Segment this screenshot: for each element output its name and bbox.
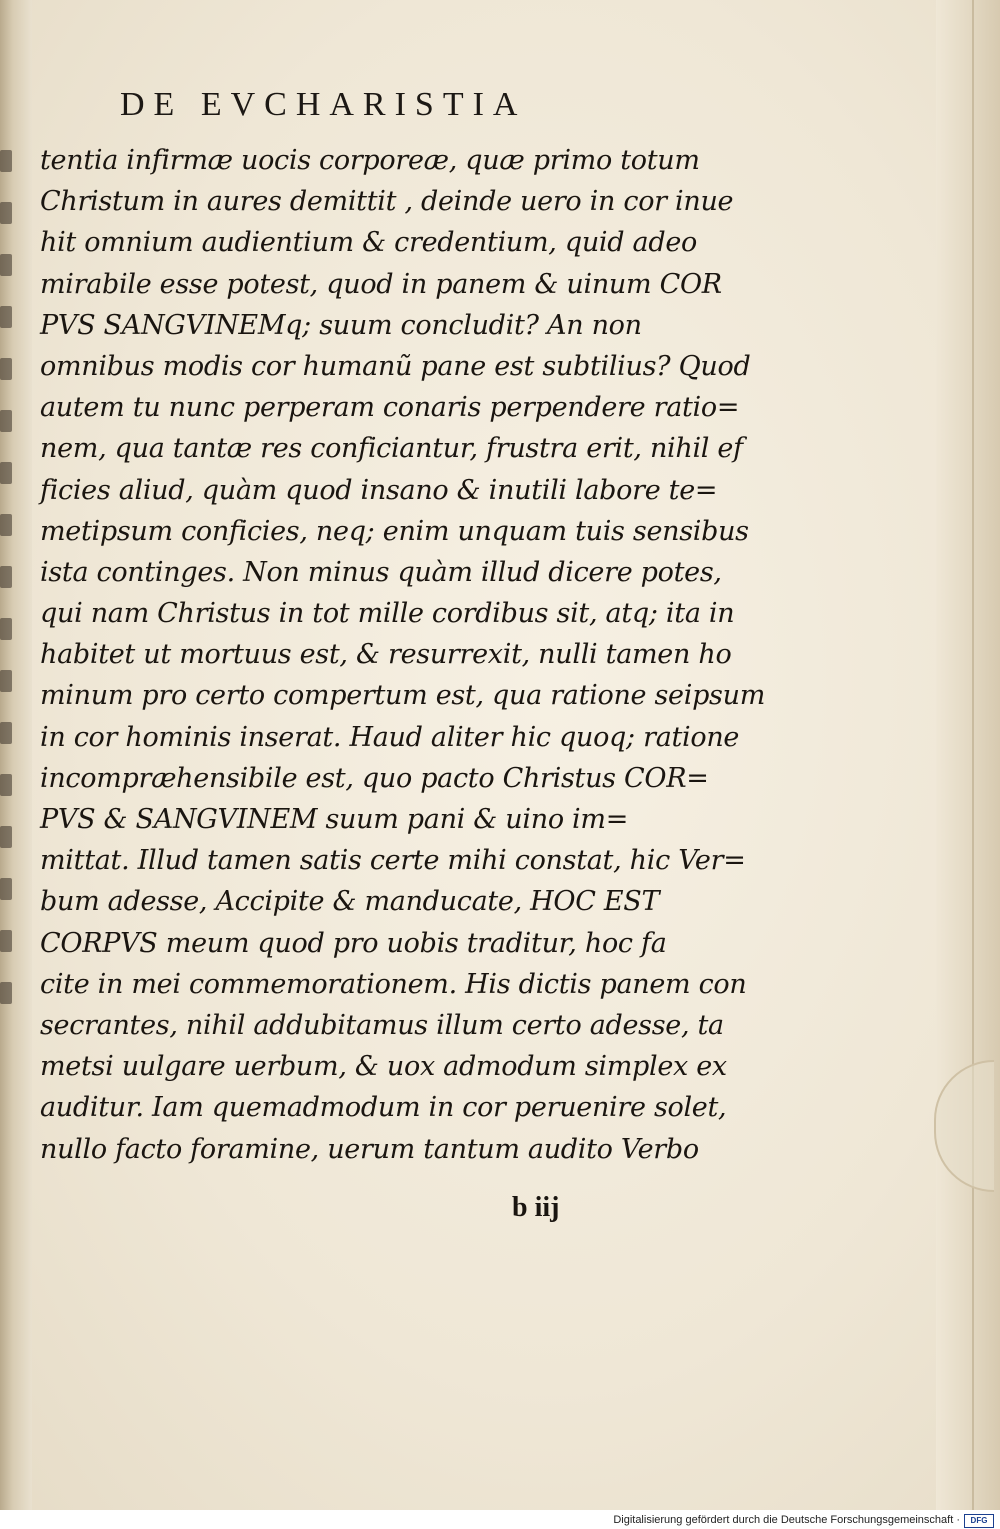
text-line: nullo facto foramine, uerum tantum audito Verbo — [40, 1133, 699, 1165]
text-line: hit omnium audientium & credentium, quid adeo — [40, 227, 697, 259]
text-line: auditur. Iam quemadmodum in cor peruenire solet, — [40, 1092, 727, 1124]
running-head: DE EVCHARISTIA — [120, 86, 527, 123]
text-line: PVS & SANGVINEM suum pani & uino im= — [40, 804, 629, 835]
text-line: mirabile esse potest, quod in panem & uinum COR — [40, 268, 722, 300]
text-line: tentia infirmæ uocis corporeæ, quæ primo totum — [40, 145, 700, 176]
text-line: nem, qua tantæ res conficiantur, frustra erit, nihil ef — [40, 433, 743, 465]
digitization-credit — [613, 1512, 994, 1529]
text-line: in cor hominis inserat. Haud aliter hic quoq; ratione — [40, 721, 740, 753]
text-line: incompræhensibile est, quo pacto Christus COR= — [40, 762, 709, 794]
facing-page-bleed — [0, 150, 26, 1050]
text-line: CORPVS meum quod pro uobis traditur, hoc fa — [40, 927, 667, 959]
text-line: Christum in aures demittit , deinde uero in cor inue — [40, 186, 734, 218]
clasp-impression — [934, 1060, 994, 1192]
text-line: metipsum conficies, neq; enim unquam tuis sensibus — [40, 515, 749, 547]
text-line: ista continges. Non minus quàm illud dicere potes, — [40, 556, 722, 588]
binding-gutter — [0, 0, 32, 1510]
signature-mark: b iij — [512, 1192, 560, 1223]
text-line: minum pro certo compertum est, qua ratione seipsum — [40, 680, 765, 712]
text-line: omnibus modis cor humanũ pane est subtilius? Quod — [40, 350, 751, 382]
text-line: habitet ut mortuus est, & resurrexit, nulli tamen ho — [40, 639, 732, 671]
dfg-logo: DFG — [964, 1514, 994, 1528]
text-line: autem tu nunc perperam conaris perpendere ratio= — [40, 392, 740, 424]
text-line: cite in mei commemorationem. His dictis panem con — [40, 968, 747, 1000]
text-line: ficies aliud, quàm quod insano & inutili labore te= — [40, 474, 718, 506]
text-line: secrantes, nihil addubitamus illum certo adesse, ta — [40, 1009, 724, 1041]
credit-text: Digitalisierung gefördert durch die Deutsche Forschungsgemeinschaft · — [613, 1514, 960, 1526]
page-edge — [936, 0, 1000, 1510]
text-line: bum adesse, Accipite & manducate, HOC EST — [40, 886, 660, 918]
text-line: qui nam Christus in tot mille cordibus sit, atq; ita in — [40, 598, 735, 630]
body-text — [40, 140, 765, 1170]
text-line: metsi uulgare uerbum, & uox admodum simplex ex — [40, 1051, 727, 1083]
text-line: PVS SANGVINEMq; suum concludit? An non — [40, 309, 642, 341]
text-line: mittat. Illud tamen satis certe mihi constat, hic Ver= — [40, 845, 746, 877]
